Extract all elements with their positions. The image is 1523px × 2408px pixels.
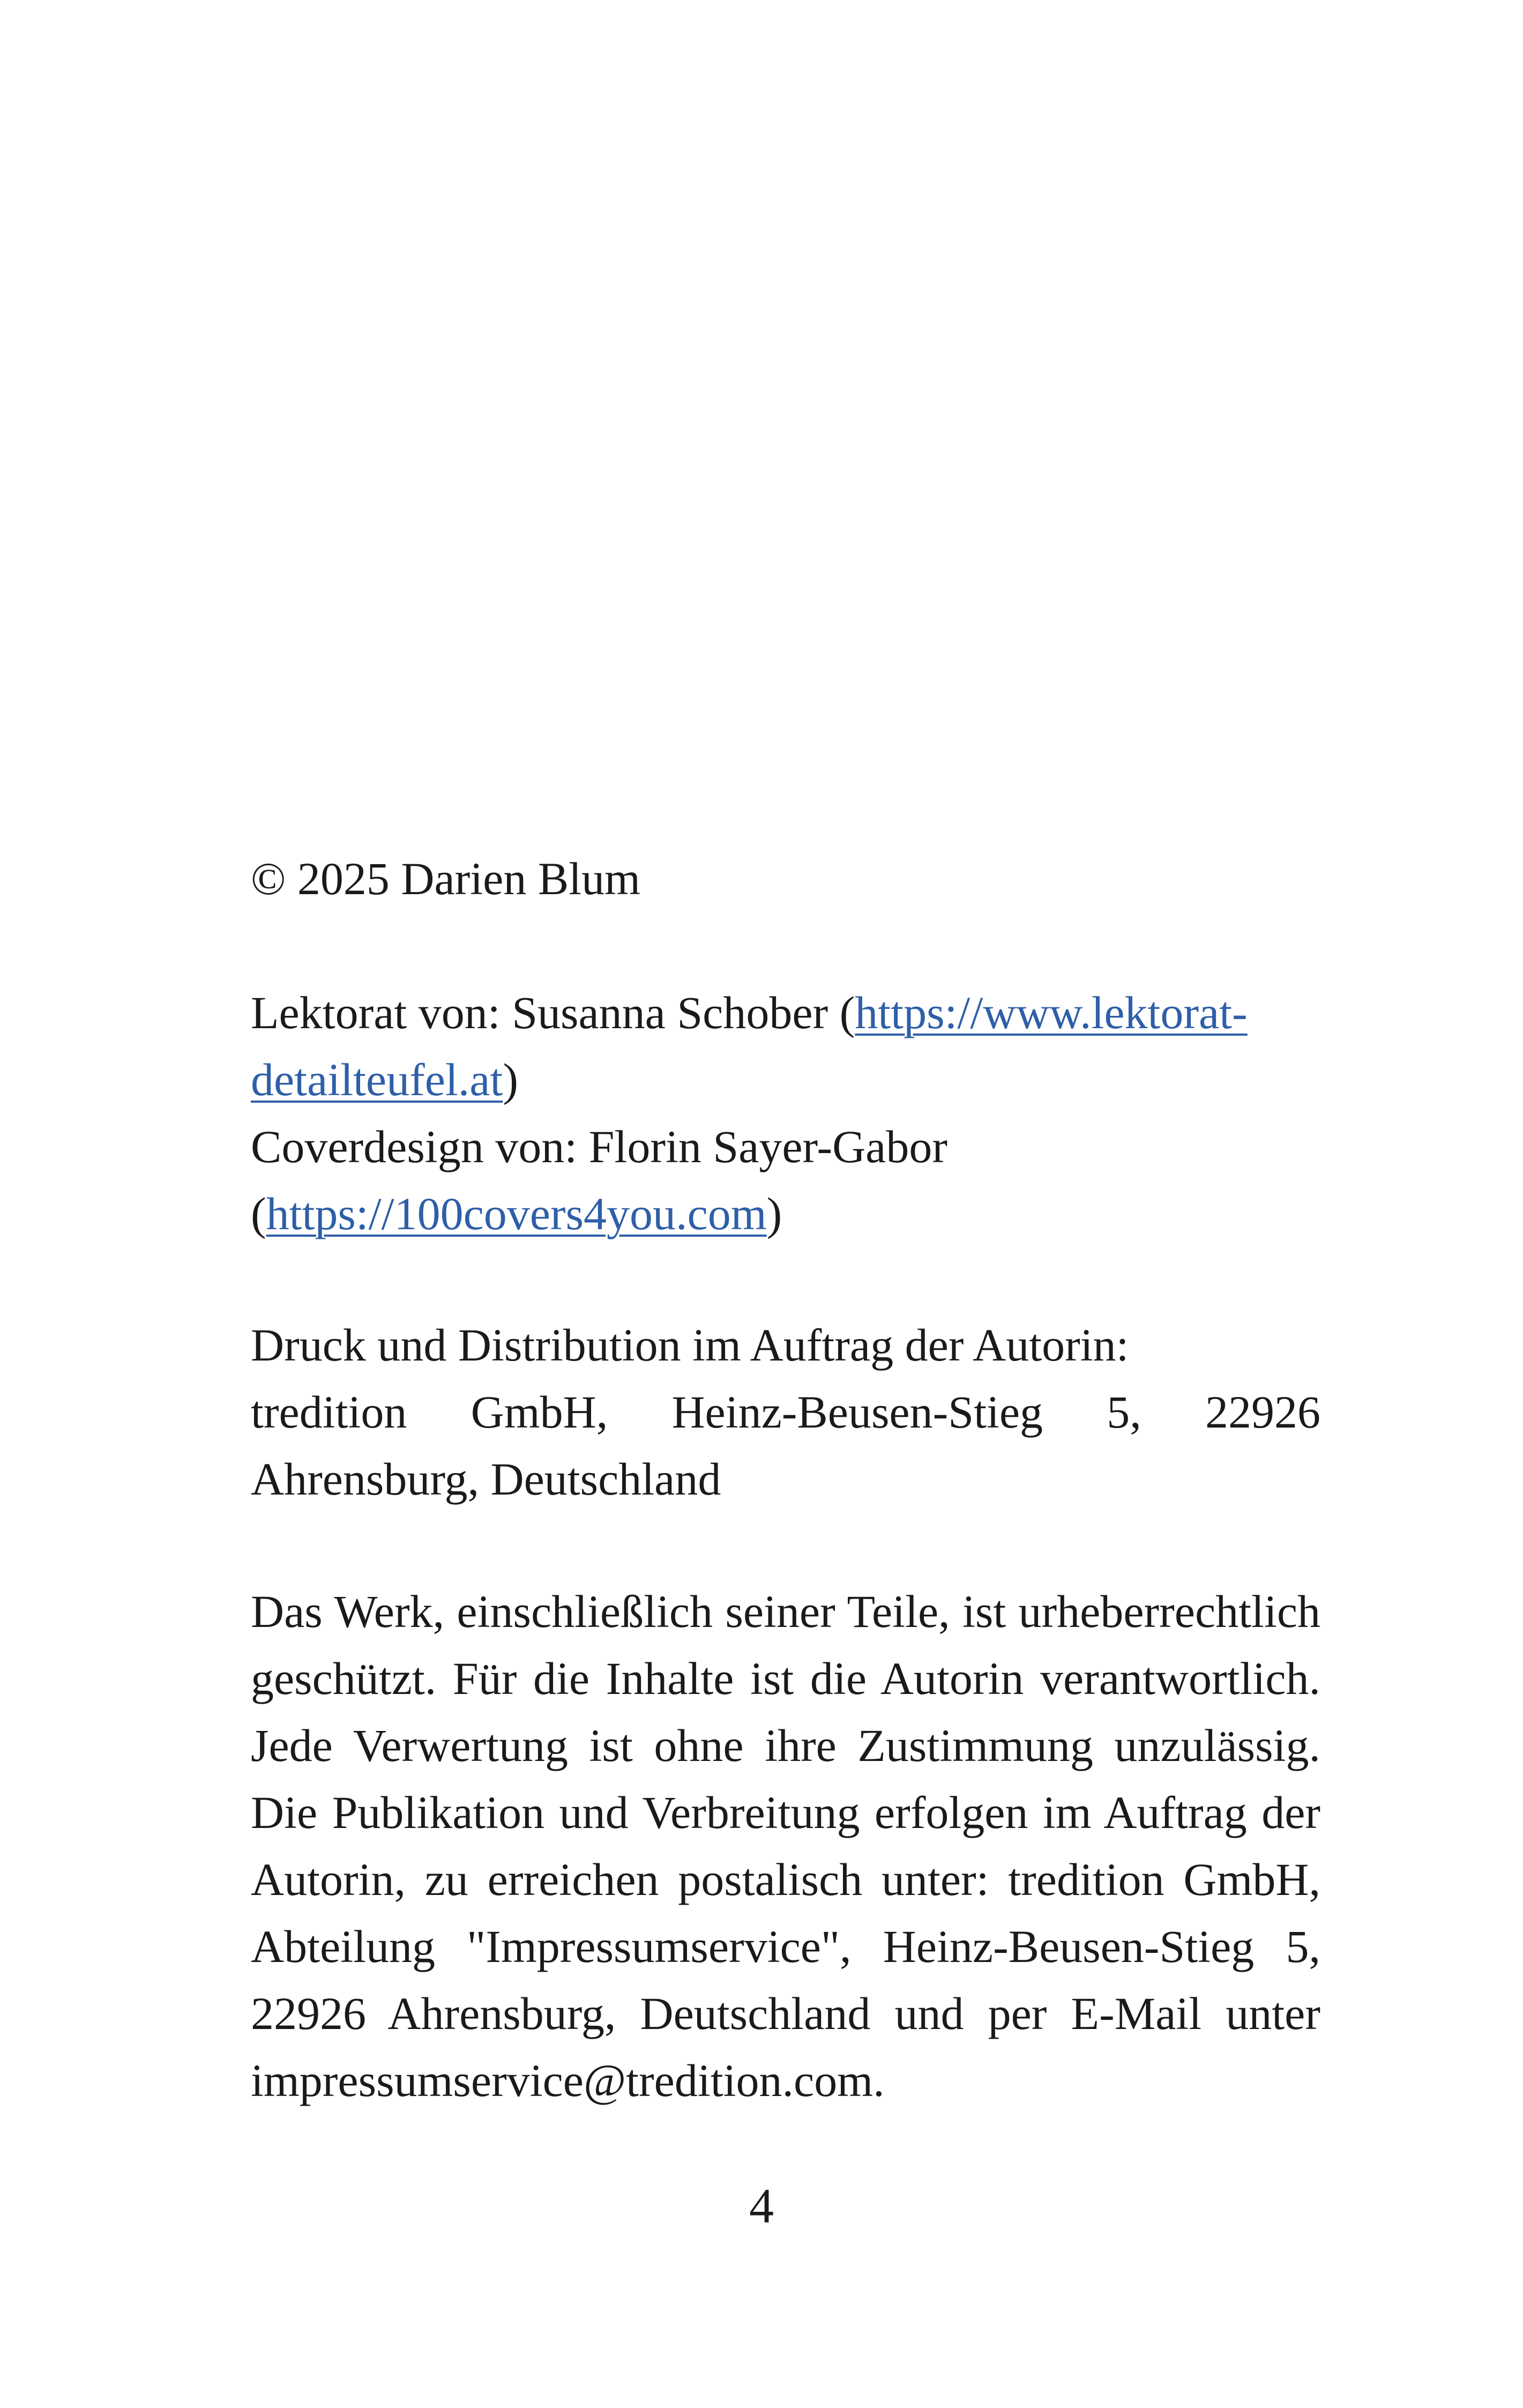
editor-url-part1: https://www.lektorat- (855, 987, 1248, 1038)
legal-notice: Das Werk, einschließlich seiner Teile, ist urheberrechtlich geschützt. Für die Inhalte ist die Autorin verantwortlich. Jede Verwertung ist ohne ihre Zustimmung unzulässig. Die Publikation und Verbreitung erfolgen im Auftrag der Autorin, zu erreichen postalisch unter: tredition GmbH, Abteilung "Impressumservice", Heinz-Beusen-Stieg 5, 22926 Ahrensburg, Deutschland und per E-Mail unter impressumservice@tredition.com. (251, 1586, 1320, 2106)
page-number: 4 (749, 2179, 774, 2233)
editor-close-paren: ) (503, 1054, 518, 1105)
cover-website-link[interactable]: https://100covers4you.com (266, 1188, 767, 1239)
credits-section (251, 979, 1320, 1247)
print-heading: Druck und Distribution im Auftrag der Autorin: (251, 1319, 1129, 1371)
editor-url-part2: detailteufel.at (251, 1054, 503, 1105)
editor-label: Lektorat von: Susanna Schober ( (251, 987, 855, 1038)
cover-close-paren: ) (766, 1188, 782, 1239)
publisher-address: tredition GmbH, Heinz-Beusen-Stieg 5, 22926 Ahrensburg, Deutschland (251, 1386, 1320, 1505)
cover-credit-url-line (251, 1180, 1320, 1247)
copyright-notice: © 2025 Darien Blum (251, 853, 640, 904)
cover-open-paren: ( (251, 1188, 266, 1239)
cover-credit-label: Coverdesign von: Florin Sayer-Gabor (251, 1121, 947, 1172)
print-distribution-section (251, 1312, 1320, 1513)
editor-credit (251, 987, 1248, 1105)
